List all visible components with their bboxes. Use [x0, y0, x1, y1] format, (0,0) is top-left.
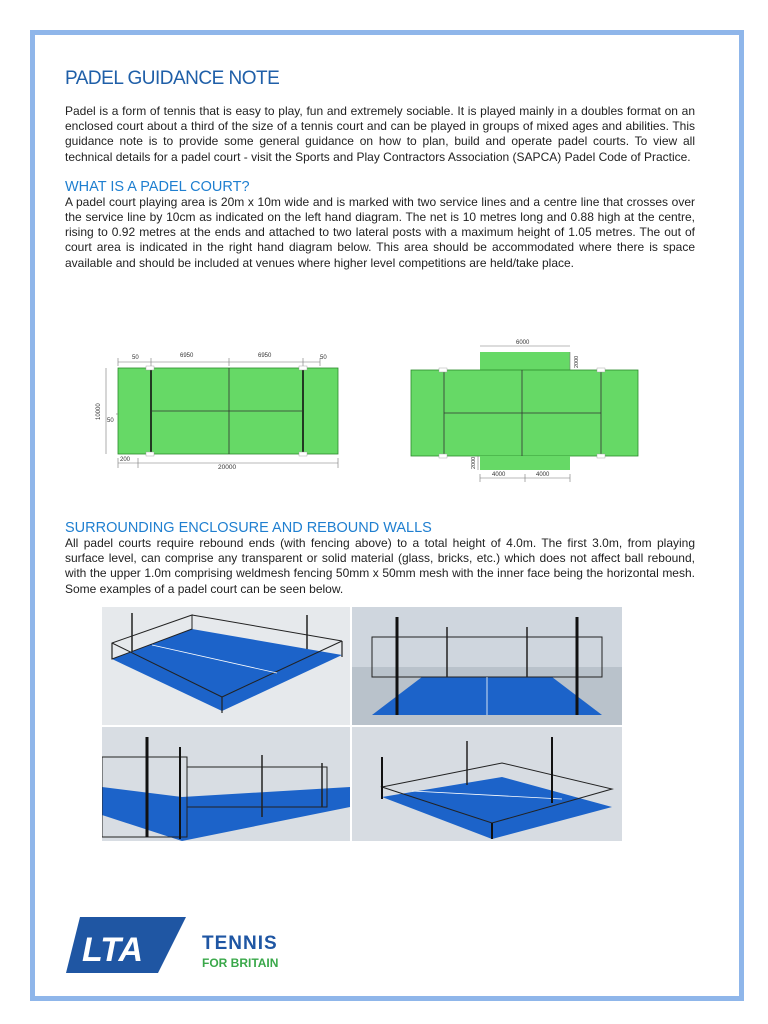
dim-top-4: 50 — [320, 355, 327, 361]
dim-left-small: 50 — [107, 418, 114, 424]
court-photo-2 — [352, 607, 622, 725]
dim-right-bottom-side: 2000 — [471, 456, 477, 469]
dim-right-bottom-2: 4000 — [536, 472, 550, 478]
court-paragraph: A padel court playing area is 20m x 10m wide and is marked with two service lines and a centre line that crosses over the service line by 10cm as indicated on the left hand diagram. The net is 10 metres long and 0.88 high at the centre, rising to 0.92 metres at the ends and attached to two lateral posts with a maximum height of 1.05 metres. The out of court area is indicated in the right hand diagram below. This area should be accommodated where there is space available and should be included at venues where higher level competitions are held/take place. — [65, 194, 695, 270]
out-area-top — [480, 352, 570, 370]
lta-logo — [62, 915, 292, 980]
page-title: PADEL GUIDANCE NOTE — [65, 68, 280, 89]
lta-logo-svg — [62, 915, 292, 975]
dim-bottom-length: 20000 — [218, 464, 237, 471]
enclosure-paragraph: All padel courts require rebound ends (with fencing above) to a total height of 4.0m. The first 3.0m, from playing surface level, can comprise any transparent or solid material (glass, bricks, etc.) which does not affect ball rebound, with the upper 1.0m comprising weldmesh fencing 50mm x 50mm mesh with the inner face being the horizontal mesh. Some examples of a padel court can be seen below. — [65, 536, 695, 596]
dim-right-bottom-1: 4000 — [492, 472, 506, 478]
logo-mark: LTA — [82, 931, 144, 969]
court-photos — [102, 607, 624, 841]
document-content — [65, 60, 695, 271]
logo-for-britain: FOR BRITAIN — [202, 956, 279, 970]
left-court-diagram — [96, 353, 338, 471]
court-diagrams — [88, 330, 658, 490]
section-heading-court: WHAT IS A PADEL COURT? — [65, 178, 250, 195]
dim-left-height: 10000 — [96, 403, 102, 420]
intro-paragraph: Padel is a form of tennis that is easy to play, fun and extremely sociable. It is played mainly in a doubles format on an enclosed court about a third of the size of a tennis court and can be played in groups of mixed ages and abilities. This guidance note is to provide some general guidance on how to plan, build and operate padel courts. To view all technical details for a padel court - visit the Sports and Play Contractors Association (SAPCA) Padel Code of Practice. — [65, 104, 695, 164]
court-photo-3 — [102, 727, 350, 841]
court-diagrams-svg — [88, 330, 658, 490]
dim-right-top: 6000 — [516, 340, 530, 346]
dim-top-1: 50 — [132, 355, 139, 361]
dim-bottom-small: 200 — [120, 457, 131, 463]
dim-top-2: 6950 — [180, 353, 194, 359]
logo-tennis: TENNIS — [202, 933, 278, 954]
out-area-bottom — [480, 456, 570, 470]
court-photo-4 — [352, 727, 622, 841]
court-photo-1 — [102, 607, 350, 725]
right-court-diagram — [411, 340, 638, 482]
dim-top-3: 6950 — [258, 353, 272, 359]
section-heading-enclosure: SURROUNDING ENCLOSURE AND REBOUND WALLS — [65, 520, 432, 536]
enclosure-section — [65, 520, 695, 597]
dim-right-top-side: 2000 — [574, 355, 580, 368]
